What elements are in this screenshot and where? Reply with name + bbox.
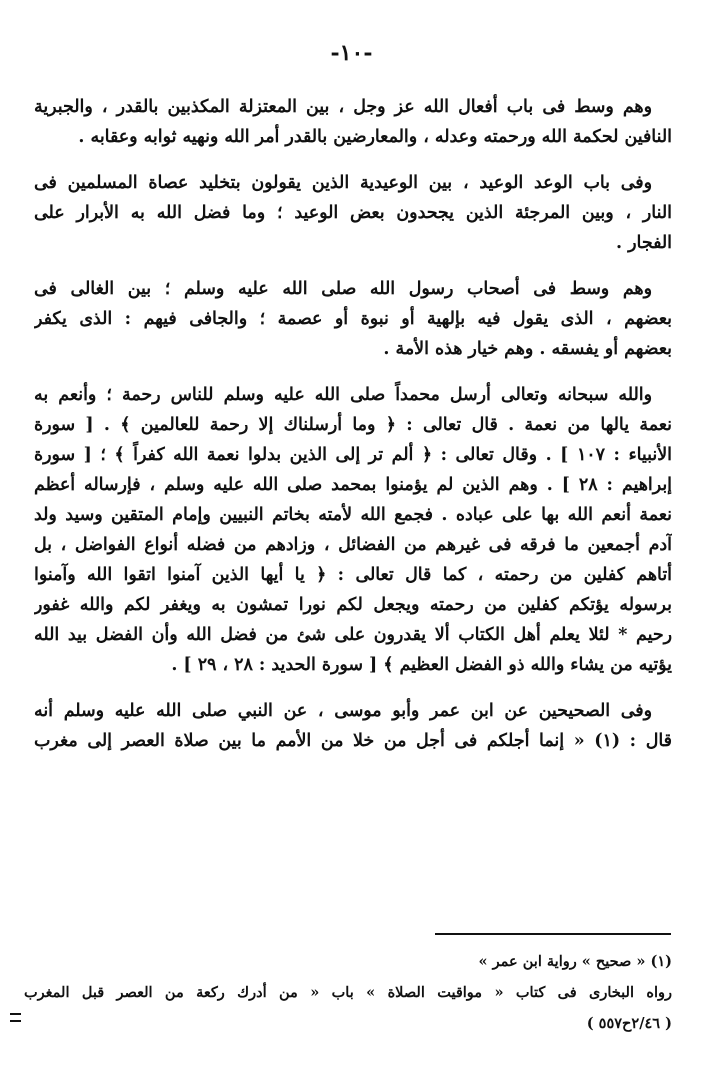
text-line: نعمة أنعم الله بها على عباده . فجمع الله لأمته بخاتم النبيين وإمام المتقين وسيد ولد <box>34 505 672 525</box>
text-line: يؤتيه من يشاء والله ذو الفضل العظيم ﴾ [ سورة الحديد : ٢٨ ، ٢٩ ] . <box>171 655 672 675</box>
continuation-mark <box>10 1013 21 1022</box>
paragraph-sahaba <box>34 274 672 364</box>
footnote-line: (١) « صحيح » رواية ابن عمر » <box>478 953 672 970</box>
text-line: وهم وسط فى باب أفعال الله عز وجل ، بين المعتزلة المكذبين بالقدر ، والجبرية <box>34 97 652 117</box>
footnote-separator <box>435 933 671 935</box>
text-line: الفجار . <box>616 233 672 253</box>
footnote-line: رواه البخارى فى كتاب « مواقيت الصلاة » باب « من أدرك ركعة من العصر قبل المغرب <box>24 984 672 1001</box>
text-line: نعمة يالها من نعمة . قال تعالى : ﴿ وما أرسلناك إلا رحمة للعالمين ﴾ . [ سورة <box>34 415 672 435</box>
text-line: النار ، وبين المرجئة الذين يجحدون بعض الوعيد ؛ وما فضل الله به الأبرار على <box>34 203 672 223</box>
footnotes <box>24 946 672 1039</box>
paragraph-sahihayn <box>34 696 672 756</box>
footnote-line: ( ٢/٤٦ح٥٥٧ ) <box>586 1015 672 1032</box>
paragraph-rahma <box>34 380 672 680</box>
text-line: الأنبياء : ١٠٧ ] . وقال تعالى : ﴿ ألم تر إلى الذين بدلوا نعمة الله كفراً ﴾ ؛ [ سورة <box>34 445 672 465</box>
text-line: إبراهيم : ٢٨ ] . وهم الذين لم يؤمنوا بمحمد صلى الله عليه وسلم ، فإرساله أعظم <box>34 475 672 495</box>
text-line: بعضهم أو يفسقه . وهم خيار هذه الأمة . <box>383 339 672 359</box>
text-line: بعضهم ، الذى يقول فيه بإلهية أو نبوة أو عصمة ؛ والجافى فيهم : الذى يكفر <box>34 309 672 329</box>
text-line: آدم أجمعين ما فرقه فى غيرهم من الفضائل ، وزادهم من فضله أنواع الفواضل ، بل <box>34 535 672 555</box>
text-line: رحيم * لئلا يعلم أهل الكتاب ألا يقدرون على شئ من فضل الله وأن الفضل بيد الله <box>34 625 672 645</box>
paragraph-qadar <box>34 92 672 152</box>
text-line: أتاهم كفلين من رحمته ، كما قال تعالى : ﴿ يا أيها الذين آمنوا اتقوا الله وآمنوا <box>34 565 672 585</box>
text-line: وفى الصحيحين عن ابن عمر وأبو موسى ، عن النبي صلى الله عليه وسلم أنه <box>34 701 652 721</box>
paragraph-waad-waeed <box>34 168 672 258</box>
text-line: وفى باب الوعد الوعيد ، بين الوعيدية الذين يقولون بتخليد عصاة المسلمين فى <box>34 173 652 193</box>
text-line: والله سبحانه وتعالى أرسل محمداً صلى الله عليه وسلم للناس رحمة ؛ وأنعم به <box>34 385 652 405</box>
text-line: النافين لحكمة الله ورحمته وعدله ، والمعارضين بالقدر أمر الله ونهيه ثوابه وعقابه . <box>78 127 672 147</box>
text-line: وهم وسط فى أصحاب رسول الله صلى الله عليه وسلم ؛ بين الغالى فى <box>34 279 652 299</box>
page-number: -١٠- <box>330 40 373 66</box>
main-text <box>34 92 672 756</box>
text-line: قال : (١) « إنما أجلكم فى أجل من خلا من الأمم ما بين صلاة العصر إلى مغرب <box>34 731 672 751</box>
text-line: برسوله يؤتكم كفلين من رحمته ويجعل لكم نورا تمشون به ويغفر لكم والله غفور <box>34 595 672 615</box>
